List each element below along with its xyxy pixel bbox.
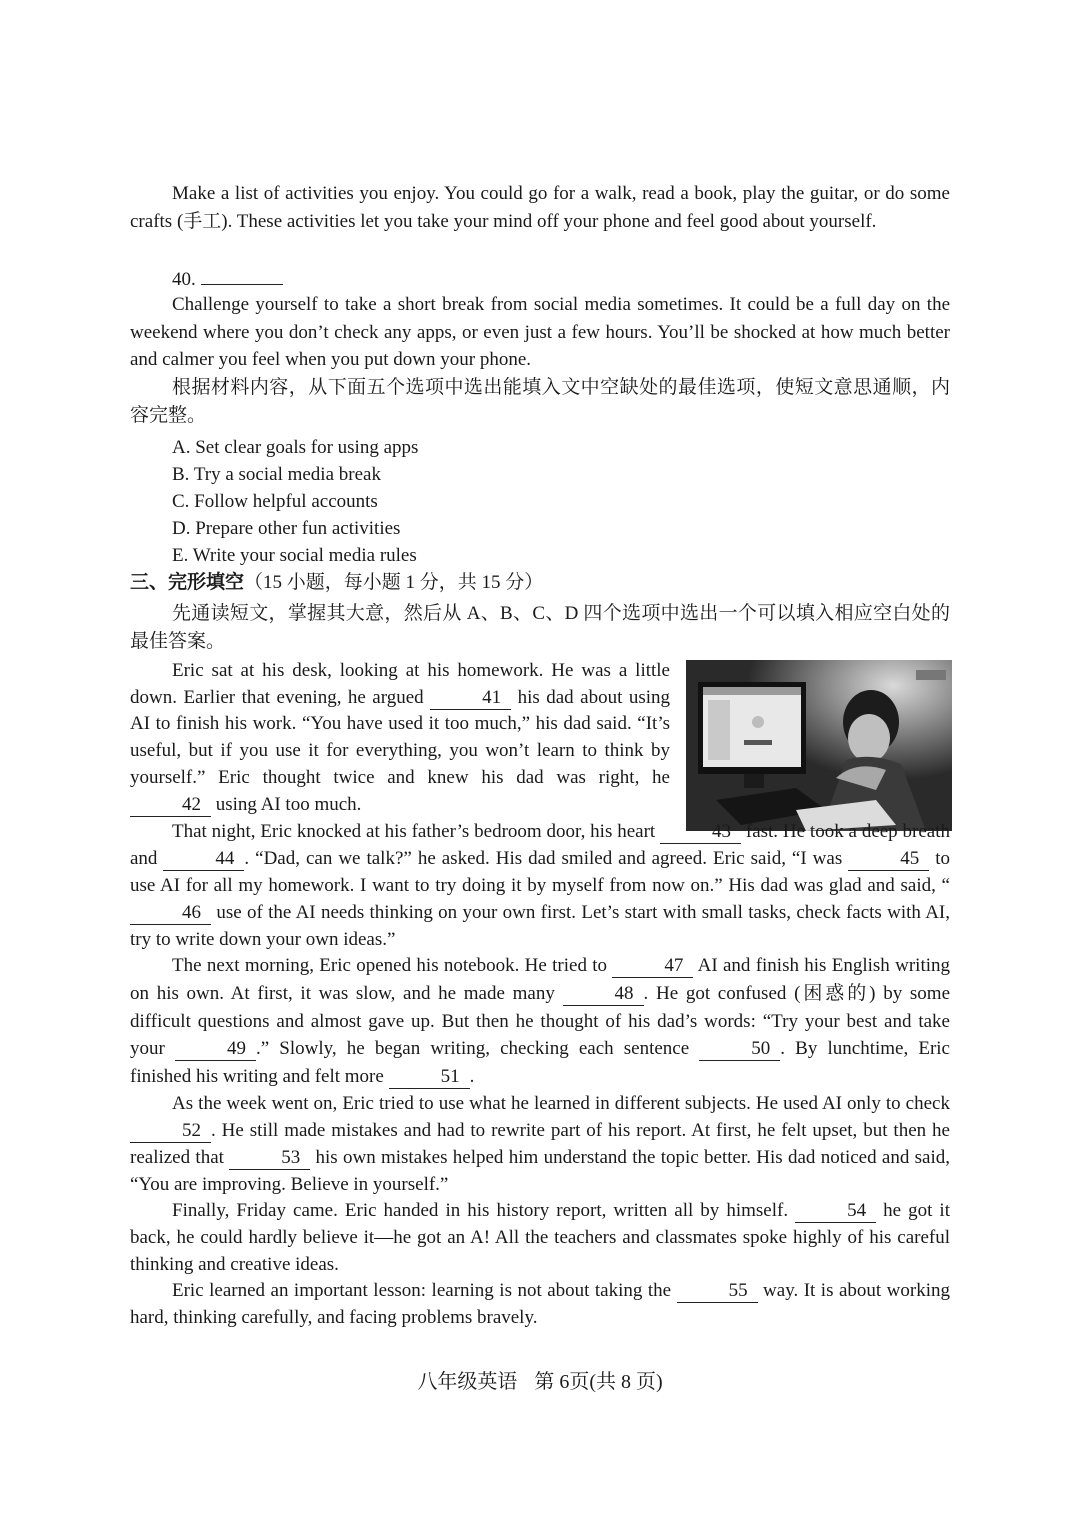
blank-44: 44 [163,848,244,871]
story-text: As the week went on, Eric tried to use what he learned in different subjects. He used AI only to check [172,1093,950,1114]
section-3-score: （15 小题，每小题 1 分，共 15 分） [244,572,544,593]
story-paragraph-4 [130,1090,950,1198]
story-paragraph-1 [130,658,670,818]
story-text: his own mistakes helped him understand the topic better. His dad noticed and said, “You are improving. Believe in yourself.” [130,1147,950,1195]
question-40-label: 40. [172,269,196,290]
story-paragraph-6 [130,1277,950,1331]
option-e: E. Write your social media rules [172,545,417,566]
story-text: . “Dad, can we talk?” he asked. His dad smiled and agreed. Eric said, “I was [244,848,849,869]
option-c: C. Follow helpful accounts [172,491,378,512]
instruction-seven-choose-five: 根据材料内容，从下面五个选项中选出能填入文中空缺处的最佳选项，使短文意思通顺，内容完整。 [130,377,950,426]
story-paragraph-5 [130,1197,950,1278]
story-text: .” Slowly, he began writing, checking each sentence [255,1038,700,1060]
blank-42: 42 [130,794,211,817]
story-text: he got it back, he could hardly believe it—he got an A! All the teachers and classmates spoke highly of his careful thinking and creative ideas. [130,1200,950,1275]
boy-at-computer-image [686,660,952,831]
blank-45: 45 [848,848,929,871]
story-text: That night, Eric knocked at his father’s bedroom door, his heart [172,821,661,842]
story-text: Eric learned an important lesson: learning is not about taking the [172,1280,677,1301]
story-text: . By lunchtime, Eric finished his writing and felt more [130,1038,950,1088]
question-40 [172,266,283,294]
story-text: AI and finish his English writing on his own. At first, it was slow, and he made many [130,955,950,1004]
page-footer [0,1365,1080,1394]
story-text: Eric sat at his desk, looking at his homework. He was a little down. Earlier that evening, he argued [130,660,670,708]
story-text: . He still made mistakes and had to rewrite part of his report. At first, he felt upset, but then he realized that [130,1120,950,1168]
section-3-title: 三、完形填空 [130,571,245,593]
story-paragraph-2 [130,818,950,953]
boy-at-computer-illustration [686,660,952,831]
blank-46: 46 [130,902,211,925]
story-text: his dad about using AI to finish his work. “You have used it too much,” his dad said. “It’s useful, but if you use it for everything, you won’t learn to think by yourself.” Eric thought twice and knew his dad was right, he [130,686,671,788]
story-text: Finally, Friday came. Eric handed in his history report, written all by himself. [172,1200,796,1221]
story-text: . [469,1066,475,1088]
paragraph-activities: Make a list of activities you enjoy. You could go for a walk, read a book, play the guitar, or do some crafts (手工). These activities let you take your mind off your phone and feel good about yourself. [130,183,950,232]
blank-53: 53 [229,1147,310,1170]
question-40-blank [201,266,283,285]
footer-page-number: 第 6页(共 8 页) [534,1371,663,1393]
option-a: A. Set clear goals for using apps [172,437,419,458]
blank-48: 48 [563,983,644,1006]
paragraph-social-media-break: Challenge yourself to take a short break from social media sometimes. It could be a full day on the weekend where you don’t check any apps, or even just a few hours. You’ll be shocked at how much better and calmer you feel when you put down your phone. [130,294,950,370]
blank-55: 55 [677,1280,758,1303]
option-b: B. Try a social media break [172,464,381,485]
blank-51: 51 [389,1066,470,1089]
instruction-cloze: 先通读短文，掌握其大意，然后从 A、B、C、D 四个选项中选出一个可以填入相应空白处的最佳答案。 [130,603,950,652]
blank-54: 54 [795,1200,876,1223]
blank-47: 47 [612,955,693,978]
story-text: way. It is about working hard, thinking carefully, and facing problems bravely. [130,1280,950,1328]
story-text: using AI too much. [211,793,362,815]
story-text: to use AI for all my homework. I want to try doing it by myself from now on.” His dad was glad and said, “ [130,848,950,896]
story-text: . He got confused (困惑的) by some difficult questions and almost gave up. But then he thought of his dad’s words: “Try your best and take your [130,982,951,1060]
blank-43: 43 [660,821,741,844]
story-text: The next morning, Eric opened his notebook. He tried to [172,955,613,976]
blank-52: 52 [130,1120,211,1143]
story-text: fast. He took a deep breath and [130,821,951,869]
blank-41: 41 [430,687,511,710]
blank-50: 50 [699,1038,780,1061]
story-text: use of the AI needs thinking on your own first. Let’s start with small tasks, check facts with AI, try to write down your own ideas.” [130,902,950,950]
option-d: D. Prepare other fun activities [172,518,401,539]
blank-49: 49 [175,1038,256,1061]
footer-subject: 八年级英语 [417,1371,518,1393]
story-paragraph-3 [130,952,950,1091]
section-3-heading [130,569,950,597]
